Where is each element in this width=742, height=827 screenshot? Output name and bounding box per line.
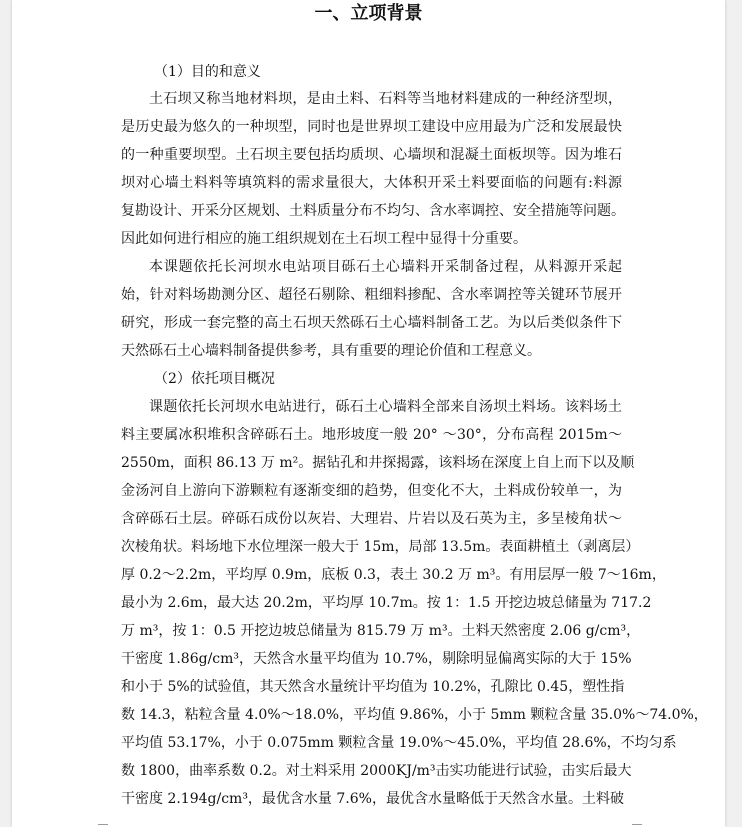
- text-line: 坝对心墙土料料等填筑料的需求量很大，大体积开采土料要面临的问题有:料源: [121, 175, 622, 191]
- section-heading: （2）依托项目概况: [154, 371, 275, 387]
- text-line: 厚 0.2～2.2m，平均厚 0.9m，底板 0.3，表土 30.2 万 m³。有用层厚一般 7～16m，: [121, 567, 666, 583]
- text-line: 平均值 53.17%，小于 0.075mm 颗粒含量 19.0%～45.0%，平均值 28.6%，不均匀系: [121, 735, 677, 751]
- corner-mark-right: [632, 824, 642, 825]
- text-line: 含碎砾石土层。碎砾石成份以灰岩、大理岩、片岩以及石英为主，多呈棱角状～: [121, 511, 622, 527]
- text-line: 数 14.3，粘粒含量 4.0%～18.0%，平均值 9.86%，小于 5mm 颗粒含量 35.0%～74.0%，: [121, 707, 708, 723]
- text-line: 土石坝又称当地材料坝，是由土料、石料等当地材料建成的一种经济型坝，: [149, 91, 622, 107]
- text-line: 干密度 2.194g/cm³，最优含水量 7.6%，最优含水量略低于天然含水量。土料破: [121, 791, 624, 807]
- text-line: 复勘设计、开采分区规划、土料质量分布不均匀、含水率调控、安全措施等问题。: [121, 203, 625, 219]
- text-line: 次棱角状。料场地下水位埋深一般大于 15m，局部 13.5m。表面耕植土（剥离层）: [121, 539, 640, 555]
- section-heading: （1）目的和意义: [154, 64, 261, 80]
- text-line: 干密度 1.86g/cm³，天然含水量平均值为 10.7%，剔除明显偏离实际的大于 15%: [121, 651, 632, 667]
- text-line: 研究，形成一套完整的高土石坝天然砾石土心墙料制备工艺。为以后类似条件下: [121, 315, 622, 331]
- corner-mark-left: [98, 824, 108, 825]
- text-line: 课题依托长河坝水电站进行，砾石土心墙料全部来自汤坝土料场。该料场土: [149, 399, 622, 415]
- text-line: 和小于 5%的试验值，其天然含水量统计平均值为 10.2%，孔隙比 0.45，塑性指: [121, 679, 625, 695]
- text-line: 的一种重要坝型。土石坝主要包括均质坝、心墙坝和混凝土面板坝等。因为堆石: [121, 147, 622, 163]
- text-line: 最小为 2.6m，最大达 20.2m，平均厚 10.7m。按 1：1.5 开挖边坡总储量为 717.2: [121, 595, 652, 611]
- text-line: 金汤河自上游向下游颗粒有逐渐变细的趋势，但变化不大，土料成份较单一，为: [121, 483, 622, 499]
- text-line: 万 m³，按 1：0.5 开挖边坡总储量为 815.79 万 m³。土料天然密度 2.06 g/cm³，: [121, 623, 641, 639]
- document-page: [12, 0, 725, 827]
- page-title: 一、立项背景: [314, 3, 423, 24]
- text-line: 数 1800，曲率系数 0.2。对土料采用 2000KJ/m³击实功能进行试验，击实后最大: [121, 763, 632, 779]
- text-line: 2550m，面积 86.13 万 m²。据钻孔和井探揭露，该料场在深度上自上而下以及顺: [121, 455, 635, 471]
- text-line: 本课题依托长河坝水电站项目砾石土心墙料开采制备过程，从料源开采起: [149, 259, 622, 275]
- text-line: 料主要属冰积堆积含碎砾石土。地形坡度一般 20° ～30°，分布高程 2015m～: [121, 427, 622, 443]
- text-line: 因此如何进行相应的施工组织规划在土石坝工程中显得十分重要。: [121, 231, 527, 247]
- text-line: 是历史最为悠久的一种坝型，同时也是世界坝工建设中应用最为广泛和发展最快: [121, 119, 622, 135]
- text-line: 天然砾石土心墙料制备提供参考，具有重要的理论价值和工程意义。: [121, 343, 541, 359]
- text-line: 始，针对料场勘测分区、超径石剔除、粗细料掺配、含水率调控等关键环节展开: [121, 287, 622, 303]
